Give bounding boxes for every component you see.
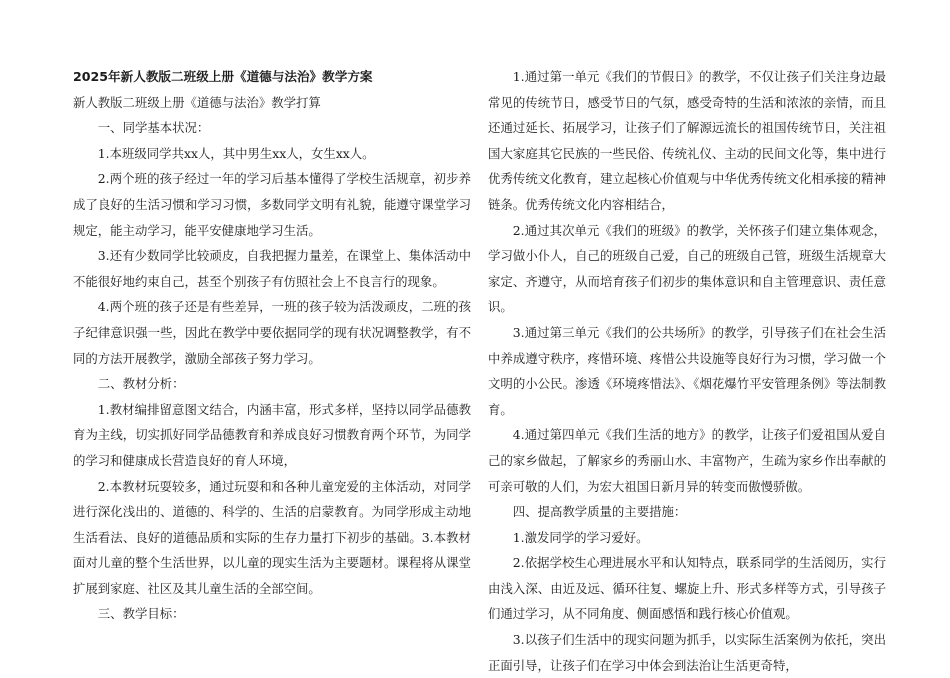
paragraph: 3.通过第三单元《我们的公共场所》的教学，引导孩子们在社会生活中养成遵守秩序，疼惜环境、疼惜公共设施等良好行为习惯，学习做一个文明的小公民。渗透《环境疼惜法》、《烟花爆竹平安管理条例》等法制教育。: [488, 324, 886, 417]
document-subtitle: 新人教版二班级上册《道德与法治》教学打算: [73, 94, 321, 110]
paragraph: 4.通过第四单元《我们生活的地方》的教学，让孩子们爱祖国从爱自己的家乡做起，了解家乡的秀丽山水、丰富物产，生疏为家乡作出奉献的可亲可敬的人们，为宏大祖国日新月异的转变而傲慢骄傲。: [488, 427, 886, 494]
paragraph: 2.本教材玩耍较多，通过玩耍和和各种儿童宠爱的主体活动，对同学进行深化浅出的、道德的、科学的、生活的启蒙教育。为同学形成主动地生活看法、良好的道德品质和实际的生存力量打下初步的基础。3.本教材面对儿童的整个生活世界，以儿童的现实生活为主要题材。课程将从课堂扩展到家庭、社区及其儿童生活的全部空间。: [73, 478, 471, 596]
section-heading: 一、同学基本状况：: [97, 120, 210, 136]
paragraph: 3.还有少数同学比较顽皮，自我把握力量差，在课堂上、集体活动中不能很好地约束自己，甚至个别孩子有仿照社会上不良言行的现象。: [73, 248, 471, 289]
paragraph: 1.通过第一单元《我们的节假日》的教学，不仅让孩子们关注身边最常见的传统节日，感受节日的气氛，感受奇特的生活和浓浓的亲情，而且还通过延长、拓展学习，让孩子们了解源远流长的祖国传统节日，关注祖国大家庭其它民族的一些民俗、传统礼仪、主动的民间文化等，集中进行优秀传统文化教育，建立起核心价值观与中华优秀传统文化相承接的精神链条。优秀传统文化内容相结合，: [488, 69, 886, 212]
document-title: 2025年新人教版二班级上册《道德与法治》教学方案: [73, 69, 373, 84]
section-heading: 三、教学目标：: [97, 606, 185, 622]
right-column: [488, 64, 886, 678]
paragraph: 1.教材编排留意图文结合，内涵丰富，形式多样，坚持以同学品德教育为主线，切实抓好同学品德教育和养成良好习惯教育两个环节，为同学的学习和健康成长营造良好的育人环境，: [73, 401, 471, 468]
paragraph: 2.两个班的孩子经过一年的学习后基本懂得了学校生活规章，初步养成了良好的生活习惯和学习习惯，多数同学文明有礼貌，能遵守课堂学习规定，能主动学习，能平安健康地学习生活。: [73, 171, 471, 238]
paragraph: 3.以孩子们生活中的现实问题为抓手，以实际生活案例为依托，突出正面引导，让孩子们在学习中体会到法治让生活更奇特，: [488, 632, 886, 673]
paragraph: 1.激发同学的学习爱好。: [512, 529, 649, 545]
paragraph: 2.依据学校生心理进展水平和认知特点，联系同学的生活阅历，实行由浅入深、由近及远、循环往复、螺旋上升、形式多样等方式，引导孩子们通过学习，从不同角度、侧面感悟和践行核心价值观。: [488, 555, 886, 622]
paragraph: 2.通过其次单元《我们的班级》的教学，关怀孩子们建立集体观念，学习做小仆人，自己的班级自己爱，自己的班级自己管，班级生活规章大家定、齐遵守，从而培育孩子们初步的集体意识和自主管理意识、责任意识。: [488, 222, 886, 315]
section-heading: 四、提高教学质量的主要措施：: [512, 504, 687, 520]
paragraph: 4.两个班的孩子还是有些差异，一班的孩子较为活泼顽皮，二班的孩子纪律意识强一些，因此在教学中要依据同学的现有状况调整教学，有不同的方法开展教学，激励全部孩子努力学习。: [73, 299, 471, 366]
section-heading: 二、教材分析：: [97, 376, 185, 392]
left-column: [73, 64, 471, 627]
paragraph: 1.本班级同学共xx人，其中男生xx人，女生xx人。: [97, 145, 375, 161]
